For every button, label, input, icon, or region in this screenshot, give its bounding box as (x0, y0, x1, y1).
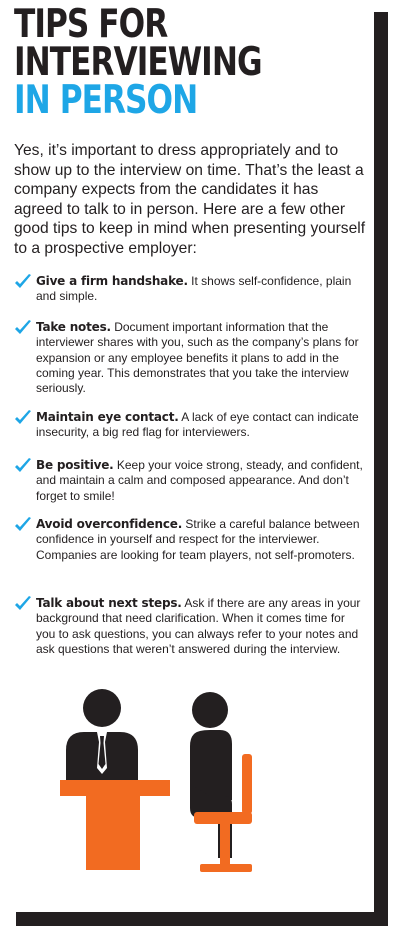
page-title (14, 2, 262, 123)
list-item (14, 320, 364, 396)
title-line-2: INTERVIEWING (14, 40, 262, 85)
checkmark-icon (14, 458, 32, 474)
tip-text (36, 410, 364, 441)
tip-body: Ask if there are any areas in your background that need clarification. When it comes time for you to ask questions, you can always refer to your notes and ask questions that weren’t answered during the interview. (36, 596, 361, 656)
tip-body: Keep your voice strong, steady, and confident, and maintain a calm and composed appearance. And don’t forget to smile! (36, 458, 363, 503)
tip-body: A lack of eye contact can indicate insecurity, a big red flag for interviewers. (36, 410, 359, 440)
checkmark-icon (14, 596, 32, 612)
list-item (14, 517, 364, 563)
tip-text (36, 274, 364, 305)
tip-title: Talk about next steps. (36, 596, 182, 610)
tip-text (36, 596, 364, 657)
tip-title: Maintain eye contact. (36, 410, 179, 424)
tip-text (36, 320, 364, 396)
frame-border-right (374, 12, 388, 926)
checkmark-icon (14, 517, 32, 533)
tip-body: Strike a careful balance between confidence in yourself and respect for the interviewer. Companies are looking for team players, not self-promoters. (36, 517, 360, 562)
tip-title: Take notes. (36, 320, 111, 334)
title-line-3: IN PERSON (14, 78, 198, 123)
title-line-1: TIPS FOR (14, 2, 168, 47)
tip-text (36, 517, 364, 563)
intro-paragraph: Yes, it’s important to dress appropriately and to show up to the interview on time. That’s the least a company expects from the candidates it has agreed to talk to in person. Here are a few other good tips to keep in mind when presenting yourself to a prospective employer: (14, 142, 366, 257)
list-item (14, 596, 364, 657)
tip-title: Avoid overconfidence. (36, 517, 183, 531)
tip-title: Give a firm handshake. (36, 274, 188, 288)
desk (60, 780, 170, 870)
frame-border-bottom (16, 912, 388, 926)
checkmark-icon (14, 274, 32, 290)
checkmark-icon (14, 410, 32, 426)
tip-body: It shows self-confidence, plain and simple. (36, 274, 352, 304)
list-item (14, 458, 364, 504)
tip-title: Be positive. (36, 458, 114, 472)
list-item (14, 410, 364, 441)
interviewer-figure (66, 689, 138, 780)
tip-body: Document important information that the interviewer shares with you, such as the company’s plans for expansion or any employee benefits it plans to add in the coming year. This demonstrates that you take the interview seriously. (36, 320, 359, 396)
interview-illustration (60, 688, 300, 878)
checkmark-icon (14, 320, 32, 336)
list-item (14, 274, 364, 305)
tip-text (36, 458, 364, 504)
